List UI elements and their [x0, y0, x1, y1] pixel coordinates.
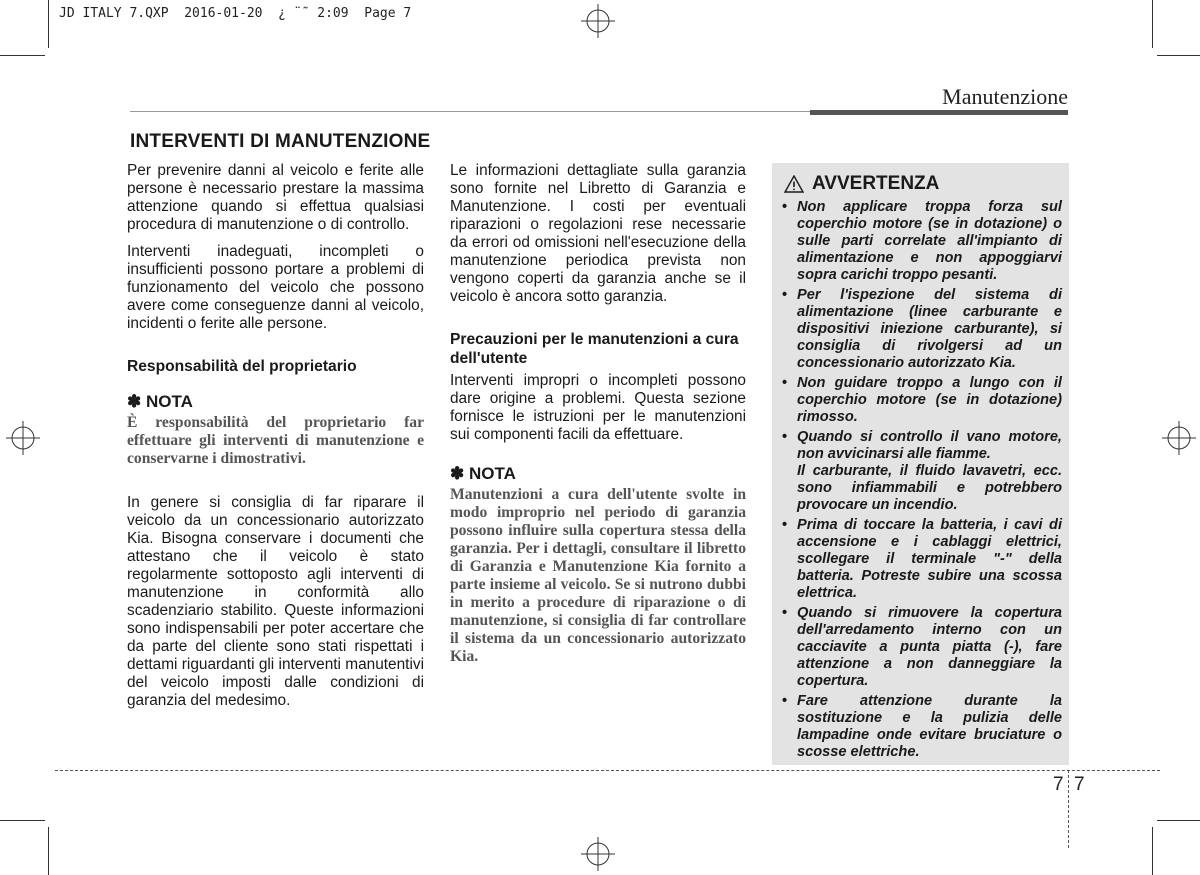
crop-mark: [1152, 827, 1153, 875]
running-head: Manutenzione: [942, 84, 1068, 109]
registration-mark-icon: [6, 421, 40, 455]
column-middle: [450, 162, 746, 675]
section-title: INTERVENTI DI MANUTENZIONE: [130, 131, 431, 152]
warning-item: • Quando si rimuovere la copertura dell'arredamento interno con un cacciavite a punta piatta (-), fare attenzione a non danneggiare la copertura.: [782, 605, 1062, 689]
note-body: È responsabilità del proprietario far effettuare gli interventi di manutenzione e conservarne i dimostrativi.: [127, 414, 424, 467]
paragraph: In genere si consiglia di far riparare il veicolo da un concessionario autorizzato Kia. Bisogna conservare i documenti che attestano che il veicolo è stato regolarmente sottoposto agli interventi di manutenzione in conformità allo scadenziario stabilito. Queste informazioni sono indispensabili per poter accertare che da parte del cliente sono stati rispettati i dettami riguardanti gli interventi manutentivi del veicolo imposti dalle condizioni di garanzia del medesimo.: [127, 494, 424, 709]
warning-item: • Per l'ispezione del sistema di alimentazione (linee carburante e dispositivi iniezione carburante), si consiglia di rivolgersi ad un concessionario autorizzato Kia.: [782, 287, 1062, 371]
registration-mark-icon: [581, 837, 615, 871]
warning-item: • Non guidare troppo a lungo con il coperchio motore (se in dotazione) rimosso.: [782, 375, 1062, 425]
warning-title: [784, 173, 939, 195]
paragraph: Interventi inadeguati, incompleti o insufficienti possono portare a problemi di funzionamento del veicolo che possono avere come conseguenze danni al veicolo, incidenti o ferite alle persone.: [127, 243, 424, 332]
subheading: Precauzioni per le manutenzioni a cura dell'utente: [450, 331, 739, 367]
header-bar: [810, 110, 1068, 115]
warning-triangle-icon: [784, 175, 804, 193]
print-slug: JD ITALY 7.QXP 2016-01-20 ¿ ¨˜ 2:09 Page 7: [59, 6, 412, 21]
warning-item: • Quando si controllo il vano motore, non avvicinarsi alle fiamme. Il carburante, il fluido lavavetri, ecc. sono infiammabili e potrebbero provocare un incendio.: [782, 429, 1062, 513]
crop-mark: [48, 0, 49, 48]
note-title: ✽ NOTA: [450, 464, 516, 483]
warning-item: • Prima di toccare la batteria, i cavi di accensione e i cablaggi elettrici, scollegare il terminale "-" della batteria. Potreste subire una scossa elettrica.: [782, 517, 1062, 601]
footer-dashed-rule: [55, 770, 1160, 771]
crop-mark: [0, 820, 45, 821]
crop-mark: [1152, 0, 1153, 48]
header-rule: [130, 111, 810, 112]
crop-mark: [1157, 820, 1200, 821]
paragraph: Le informazioni dettagliate sulla garanzia sono fornite nel Libretto di Garanzia e Manutenzione. I costi per eventuali riparazioni o regolazioni rese necessarie da errori od omissioni nell'esecuzione della manutenzione periodica prevista non vengono coperti da garanzia anche se il veicolo è ancora sotto garanzia.: [450, 162, 746, 305]
note-title: ✽ NOTA: [127, 392, 193, 411]
column-left: [127, 162, 424, 719]
crop-mark: [1157, 55, 1200, 56]
paragraph: Per prevenire danni al veicolo e ferite alle persone è necessario prestare la massima attenzione quando si effettua qualsiasi procedura di manutenzione o di controllo.: [127, 162, 424, 233]
page-number-chapter: 7: [1053, 774, 1064, 795]
warning-box: [772, 163, 1069, 765]
footer-vertical-rule: [1068, 770, 1069, 848]
crop-mark: [48, 827, 49, 875]
subheading: Responsabilità del proprietario: [127, 358, 357, 375]
registration-mark-icon: [581, 4, 615, 38]
warning-list: [782, 199, 1062, 764]
registration-mark-icon: [1162, 421, 1196, 455]
warning-item: • Non applicare troppa forza sul coperchio motore (se in dotazione) o sulle parti correlate all'impianto di alimentazione e non appoggiarvi sopra carichi troppo pesanti.: [782, 199, 1062, 283]
note-body: Manutenzioni a cura dell'utente svolte in modo improprio nel periodo di garanzia possono influire sulla copertura stessa della garanzia. Per i dettagli, consultare il libretto di Garanzia e Manutenzione Kia fornito a parte insieme al veicolo. Se si nutrono dubbi in merito a procedure di riparazione o di manutenzione, si consiglia di far controllare il sistema da un concessionario autorizzato Kia.: [450, 486, 746, 665]
page-number: 7: [1074, 774, 1085, 795]
crop-mark: [0, 55, 45, 56]
warning-item: • Fare attenzione durante la sostituzione e la pulizia delle lampadine onde evitare bruciature o scosse elettriche.: [782, 693, 1062, 760]
warning-item-extra: Il carburante, il fluido lavavetri, ecc. sono infiammabili e potrebbero provocare un incendio.: [797, 463, 1062, 513]
warning-title-text: AVVERTENZA: [812, 173, 940, 194]
paragraph: Interventi impropri o incompleti possono dare origine a problemi. Questa sezione fornisce le istruzioni per le manutenzioni sui componenti facili da effettuare.: [450, 372, 746, 443]
